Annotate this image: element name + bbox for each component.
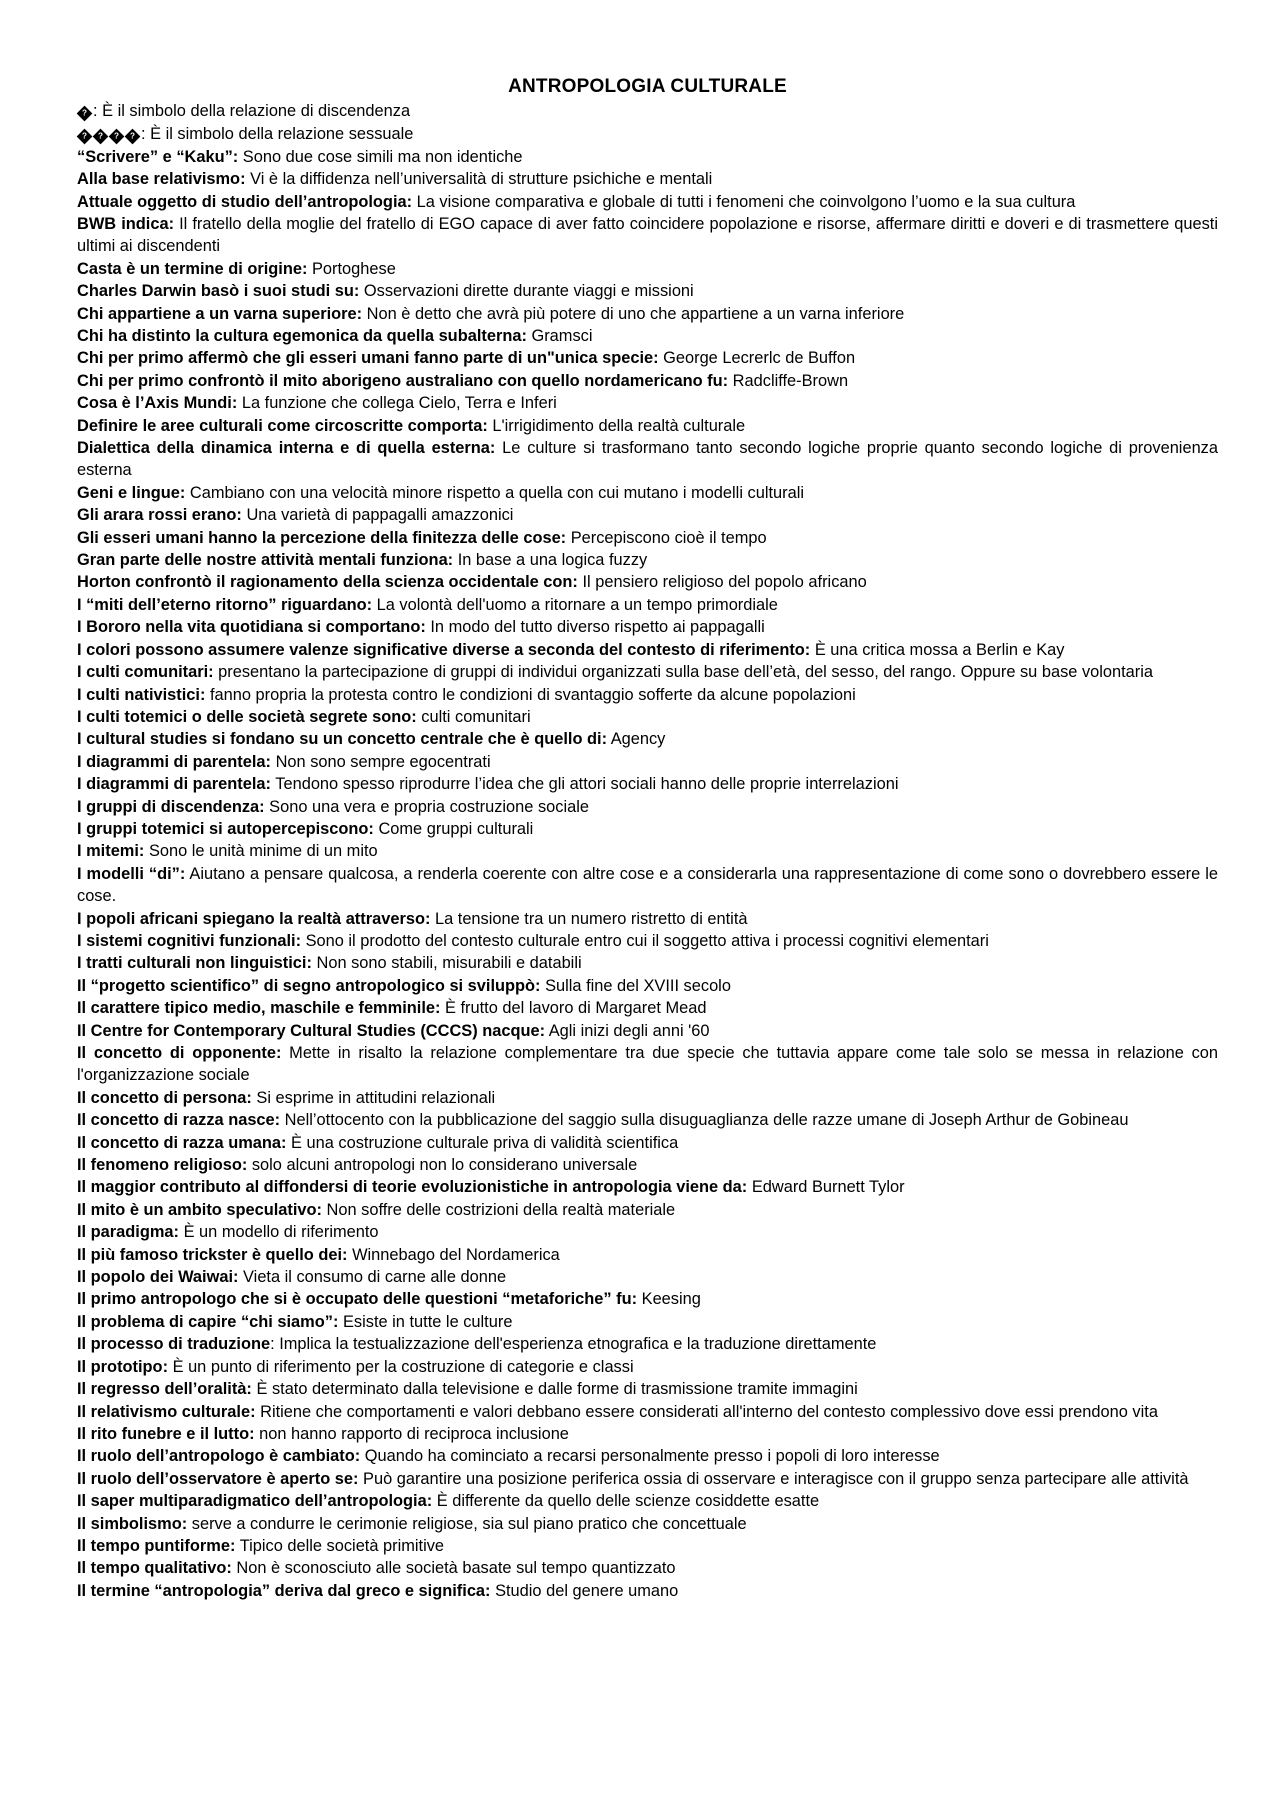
entry-question: Il processo di traduzione	[77, 1335, 271, 1354]
entry-question: Il relativismo culturale:	[77, 1402, 256, 1421]
replacement-glyph-icon: ?	[109, 123, 124, 145]
entry-question: Il concetto di persona:	[77, 1088, 252, 1107]
qa-entry	[77, 1445, 1218, 1467]
qa-entry	[77, 1244, 1218, 1266]
qa-entry	[77, 840, 1218, 862]
entry-answer: È una costruzione culturale priva di validità scientifica	[286, 1133, 679, 1152]
qa-entry	[77, 639, 1218, 661]
entry-question: BWB indica:	[77, 214, 175, 233]
entry-answer: Nell’ottocento con la pubblicazione del saggio sulla disuguaglianza delle razze umane di Joseph Arthur de Gobineau	[280, 1111, 1129, 1130]
qa-entry	[77, 571, 1218, 593]
entry-question: Il primo antropologo che si è occupato delle questioni “metaforiche” fu:	[77, 1290, 638, 1309]
qa-entry	[77, 1199, 1218, 1221]
entry-answer: Le culture si trasformano tanto secondo logiche proprie quanto secondo logiche di provenienza esterna	[77, 439, 1218, 480]
entry-question: Il carattere tipico medio, maschile e femminile:	[77, 999, 441, 1018]
qa-entry	[77, 280, 1218, 302]
entry-question: I colori possono assumere valenze significative diverse a seconda del contesto di riferimento:	[77, 640, 811, 659]
entry-answer: Percepiscono cioè il tempo	[566, 528, 767, 547]
entry-question: I culti comunitari:	[77, 663, 214, 682]
entry-question: I Bororo nella vita quotidiana si comportano:	[77, 618, 426, 637]
entry-answer: Tipico delle società primitive	[235, 1536, 445, 1555]
entry-question: Il più famoso trickster è quello dei:	[77, 1245, 348, 1264]
entry-answer: Osservazioni dirette durante viaggi e missioni	[359, 282, 694, 301]
entry-answer: È frutto del lavoro di Margaret Mead	[440, 999, 707, 1018]
entry-answer: Vi è la diffidenza nell’universalità di strutture psichiche e mentali	[245, 170, 713, 189]
entry-question: I “miti dell’eterno ritorno” riguardano:	[77, 595, 373, 614]
qa-entry	[77, 863, 1218, 908]
entry-question: Il rito funebre e il lutto:	[77, 1424, 255, 1443]
entry-question: Il concetto di razza nasce:	[77, 1111, 281, 1130]
entry-question: Gli esseri umani hanno la percezione della finitezza delle cose:	[77, 528, 567, 547]
entry-question: Il ruolo dell’osservatore è aperto se:	[77, 1469, 359, 1488]
qa-entry	[77, 930, 1218, 952]
entry-question: Casta è un termine di origine:	[77, 259, 308, 278]
entry-answer: solo alcuni antropologi non lo considerano universale	[247, 1156, 638, 1175]
entry-answer: La visione comparativa e globale di tutti i fenomeni che coinvolgono l’uomo e la sua cultura	[412, 192, 1076, 211]
entry-question: Cosa è l’Axis Mundi:	[77, 394, 238, 413]
entry-answer: In modo del tutto diverso rispetto ai pappagalli	[425, 618, 765, 637]
entry-answer: Portoghese	[307, 259, 396, 278]
qa-entry	[77, 1356, 1218, 1378]
entry-question: Il concetto di opponente:	[77, 1044, 282, 1062]
qa-entry	[77, 975, 1218, 997]
entry-question: Il simbolismo:	[77, 1514, 188, 1533]
entry-question: I mitemi:	[77, 842, 145, 861]
entry-answer: Keesing	[637, 1290, 701, 1309]
qa-entry	[77, 1109, 1218, 1131]
qa-entry	[77, 594, 1218, 616]
entry-answer: fanno propria la protesta contro le condizioni di svantaggio sofferte da alcune popolazioni	[205, 685, 856, 704]
entry-answer: Tendono spesso riprodurre l’idea che gli attori sociali hanno delle proprie interrelazioni	[271, 775, 899, 794]
entry-answer: presentano la partecipazione di gruppi di individui organizzati sulla base dell’età, del sesso, del rango. Oppure su base volontaria	[213, 663, 1154, 682]
entry-question: I culti totemici o delle società segrete sono:	[77, 707, 417, 726]
entry-answer: Sulla fine del XVIII secolo	[540, 976, 731, 995]
qa-entry	[77, 437, 1218, 482]
page-title: ANTROPOLOGIA CULTURALE	[508, 76, 787, 97]
entry-question: I modelli “di”:	[77, 864, 186, 883]
entry-answer: Ritiene che comportamenti e valori debbano essere considerati all'interno del contesto complessivo dove essi prendono vita	[255, 1402, 1158, 1421]
qa-entry	[77, 213, 1218, 258]
entry-answer: Cambiano con una velocità minore rispetto a quella con cui mutano i modelli culturali	[185, 483, 804, 502]
entry-answer: Il fratello della moglie del fratello di EGO capace di aver fatto coincidere popolazione e risorse, affermare diritti e doveri e di trasmettere questi ultimi ai discendenti	[77, 214, 1218, 256]
qa-entry	[77, 773, 1218, 795]
entry-answer: È stato determinato dalla televisione e dalle forme di trasmissione tramite immagini	[251, 1380, 858, 1399]
entry-question: Il mito è un ambito speculativo:	[77, 1200, 322, 1219]
entry-answer: Vieta il consumo di carne alle donne	[238, 1268, 507, 1287]
qa-entry	[77, 706, 1218, 728]
replacement-glyph-icon: ?	[77, 123, 92, 145]
qa-entry	[77, 1401, 1218, 1423]
qa-entry	[77, 1042, 1218, 1087]
entry-answer: Gramsci	[526, 327, 593, 345]
qa-entry	[77, 1557, 1218, 1579]
entry-question: Il tempo puntiforme:	[77, 1536, 236, 1555]
entry-question: Chi ha distinto la cultura egemonica da quella subalterna:	[77, 327, 527, 345]
qa-entry	[77, 1020, 1218, 1042]
qa-entry	[77, 504, 1218, 526]
qa-entry	[77, 616, 1218, 638]
entry-answer: Esiste in tutte le culture	[338, 1312, 513, 1331]
qa-entry	[77, 303, 1218, 325]
qa-entry	[77, 370, 1218, 392]
qa-entry	[77, 1087, 1218, 1109]
entry-answer: serve a condurre le cerimonie religiose, sia sul piano pratico che concettuale	[187, 1514, 747, 1533]
entry-answer: È una critica mossa a Berlin e Kay	[810, 640, 1065, 659]
qa-entry	[77, 1378, 1218, 1400]
entry-question: Chi per primo confrontò il mito aborigeno australiano con quello nordamericano fu:	[77, 371, 729, 390]
entry-answer: Studio del genere umano	[490, 1581, 679, 1600]
qa-entry	[77, 1423, 1218, 1445]
entry-question: Il Centre for Contemporary Cultural Studies (CCCS) nacque:	[77, 1021, 546, 1040]
entry-question: Chi per primo affermò che gli esseri umani fanno parte di un"unica specie:	[77, 349, 659, 368]
entry-question: Gli arara rossi erano:	[77, 506, 242, 525]
entry-answer: Una varietà di pappagalli amazzonici	[241, 506, 514, 525]
entry-answer: L'irrigidimento della realtà culturale	[487, 416, 746, 435]
qa-entry	[77, 325, 1218, 347]
entry-question: Geni e lingue:	[77, 483, 186, 502]
qa-entry	[77, 1154, 1218, 1176]
qa-entry	[77, 168, 1218, 190]
qa-entry	[77, 684, 1218, 706]
entry-question: Il ruolo dell’antropologo è cambiato:	[77, 1447, 361, 1466]
qa-entry	[77, 347, 1218, 369]
qa-entry	[77, 392, 1218, 414]
qa-entry	[77, 1132, 1218, 1154]
entry-answer: Radcliffe-Brown	[728, 371, 849, 390]
qa-entry	[77, 952, 1218, 974]
entry-answer: Non soffre delle costrizioni della realtà materiale	[321, 1200, 676, 1219]
qa-entry	[77, 1311, 1218, 1333]
entry-question: Alla base relativismo:	[77, 170, 246, 189]
entry-question: Chi appartiene a un varna superiore:	[77, 304, 363, 323]
entry-question: I sistemi cognitivi funzionali:	[77, 931, 302, 950]
entry-answer: Come gruppi culturali	[373, 819, 534, 838]
entry-question: I gruppi totemici si autopercepiscono:	[77, 819, 374, 838]
entry-answer: Sono il prodotto del contesto culturale entro cui il soggetto attiva i processi cognitivi elementari	[301, 931, 989, 950]
entry-answer: Sono le unità minime di un mito	[144, 842, 378, 861]
entry-answer: Edward Burnett Tylor	[747, 1178, 905, 1197]
entry-answer: La tensione tra un numero ristretto di entità	[430, 909, 748, 928]
entry-answer: È un punto di riferimento per la costruzione di categorie e classi	[168, 1357, 634, 1376]
entry-answer: Non sono sempre egocentrati	[271, 752, 491, 771]
entry-question: Charles Darwin basò i suoi studi su:	[77, 282, 360, 301]
entry-answer: Mette in risalto la relazione complementare tra due specie che tuttavia appare come tale solo se messa in relazione con l'organizzazione sociale	[77, 1044, 1218, 1085]
symbol-line-sexual: ? ? ? ? : È il simbolo della relazione sessuale	[77, 123, 1218, 146]
entry-question: Horton confrontò il ragionamento della scienza occidentale con:	[77, 573, 578, 592]
entry-question: Attuale oggetto di studio dell’antropologia:	[77, 192, 413, 211]
entry-answer: Si esprime in attitudini relazionali	[251, 1088, 496, 1107]
entry-question: Il maggior contributo al diffondersi di teorie evoluzionistiche in antropologia viene da:	[77, 1178, 748, 1197]
entry-question: Il “progetto scientifico” di segno antropologico si sviluppò:	[77, 976, 541, 995]
entry-answer: La volontà dell'uomo a ritornare a un tempo primordiale	[372, 595, 778, 614]
entry-answer: La funzione che collega Cielo, Terra e Inferi	[237, 394, 557, 413]
entry-answer: non hanno rapporto di reciproca inclusione	[254, 1424, 569, 1443]
entry-answer: È differente da quello delle scienze cosiddette esatte	[432, 1492, 820, 1511]
entry-answer: Quando ha cominciato a recarsi personalmente presso i popoli di loro interesse	[360, 1447, 940, 1466]
entry-question: I culti nativistici:	[77, 685, 206, 704]
entry-answer: Sono una vera e propria costruzione sociale	[264, 797, 589, 816]
qa-entry	[77, 1513, 1218, 1535]
entry-question: Il fenomeno religioso:	[77, 1156, 248, 1175]
qa-entry	[77, 997, 1218, 1019]
entry-question: Il popolo dei Waiwai:	[77, 1268, 239, 1287]
entry-answer: È un modello di riferimento	[179, 1223, 379, 1242]
entry-question: I cultural studies si fondano su un concetto centrale che è quello di:	[77, 730, 608, 749]
entry-answer: culti comunitari	[416, 707, 531, 726]
entry-question: Il termine “antropologia” deriva dal greco e significa:	[77, 1581, 491, 1600]
entry-answer: Il pensiero religioso del popolo africano	[577, 573, 867, 592]
qa-entry	[77, 1288, 1218, 1310]
entry-question: Definire le aree culturali come circoscritte comporta:	[77, 416, 488, 435]
qa-entry	[77, 1221, 1218, 1243]
qa-entry	[77, 728, 1218, 750]
entry-question: I popoli africani spiegano la realtà attraverso:	[77, 909, 431, 928]
qa-entry	[77, 818, 1218, 840]
entry-list	[77, 100, 1218, 1602]
entry-question: Il saper multiparadigmatico dell’antropologia:	[77, 1492, 433, 1511]
qa-entry	[77, 549, 1218, 571]
entry-answer: Sono due cose simili ma non identiche	[238, 147, 523, 166]
symbol-line-descent: ? : È il simbolo della relazione di discendenza	[77, 100, 1218, 123]
entry-question: “Scrivere” e “Kaku”:	[77, 147, 239, 166]
entry-answer: Winnebago del Nordamerica	[347, 1245, 560, 1264]
qa-entry	[77, 527, 1218, 549]
qa-entry	[77, 1333, 1218, 1355]
entry-question: I diagrammi di parentela:	[77, 752, 272, 771]
qa-entry	[77, 482, 1218, 504]
entry-answer: Può garantire una posizione periferica ossia di osservare e interagisce con il gruppo senza partecipare alle attività	[358, 1469, 1189, 1488]
qa-entry	[77, 1266, 1218, 1288]
qa-entry	[77, 191, 1218, 213]
entry-answer: George Lecrerlc de Buffon	[658, 349, 856, 368]
qa-entry	[77, 1468, 1218, 1490]
entry-question: Dialettica della dinamica interna e di quella esterna:	[77, 439, 496, 458]
entry-question: I tratti culturali non linguistici:	[77, 954, 312, 973]
qa-entry	[77, 415, 1218, 437]
entry-question: I gruppi di discendenza:	[77, 797, 265, 816]
entry-answer: Non sono stabili, misurabili e databili	[311, 954, 582, 973]
replacement-glyph-icon: ?	[77, 100, 92, 122]
entry-answer: Aiutano a pensare qualcosa, a renderla coerente con altre cose e a considerarla una rappresentazione di come sono o dovrebbero essere le cose.	[77, 864, 1218, 906]
qa-entry	[77, 661, 1218, 683]
entry-answer: : Implica la testualizzazione dell'esperienza etnografica e la traduzione direttamente	[270, 1335, 877, 1354]
entry-question: Il prototipo:	[77, 1357, 169, 1376]
entry-answer: Non è detto che avrà più potere di uno che appartiene a un varna inferiore	[362, 304, 905, 323]
entry-question: Il paradigma:	[77, 1223, 180, 1242]
entry-answer: Agency	[607, 730, 666, 749]
entry-question: Il regresso dell’oralità:	[77, 1380, 252, 1399]
qa-entry	[77, 258, 1218, 280]
replacement-glyph-icon: ?	[125, 123, 140, 145]
qa-entry	[77, 146, 1218, 168]
entry-answer: Agli inizi degli anni '60	[545, 1021, 710, 1040]
entry-answer: Non è sconosciuto alle società basate sul tempo quantizzato	[231, 1559, 676, 1578]
qa-entry	[77, 1580, 1218, 1602]
entry-question: I diagrammi di parentela:	[77, 775, 272, 794]
entry-question: Il concetto di razza umana:	[77, 1133, 287, 1152]
entry-question: Gran parte delle nostre attività mentali funziona:	[77, 551, 454, 570]
qa-entry	[77, 796, 1218, 818]
replacement-glyph-icon: ?	[93, 123, 108, 145]
qa-entry	[77, 908, 1218, 930]
entry-answer: In base a una logica fuzzy	[453, 551, 648, 570]
qa-entry	[77, 1176, 1218, 1198]
qa-entry	[77, 1490, 1218, 1512]
entry-question: Il problema di capire “chi siamo”:	[77, 1312, 339, 1331]
entry-question: Il tempo qualitativo:	[77, 1559, 232, 1578]
qa-entry	[77, 751, 1218, 773]
qa-entry	[77, 1535, 1218, 1557]
